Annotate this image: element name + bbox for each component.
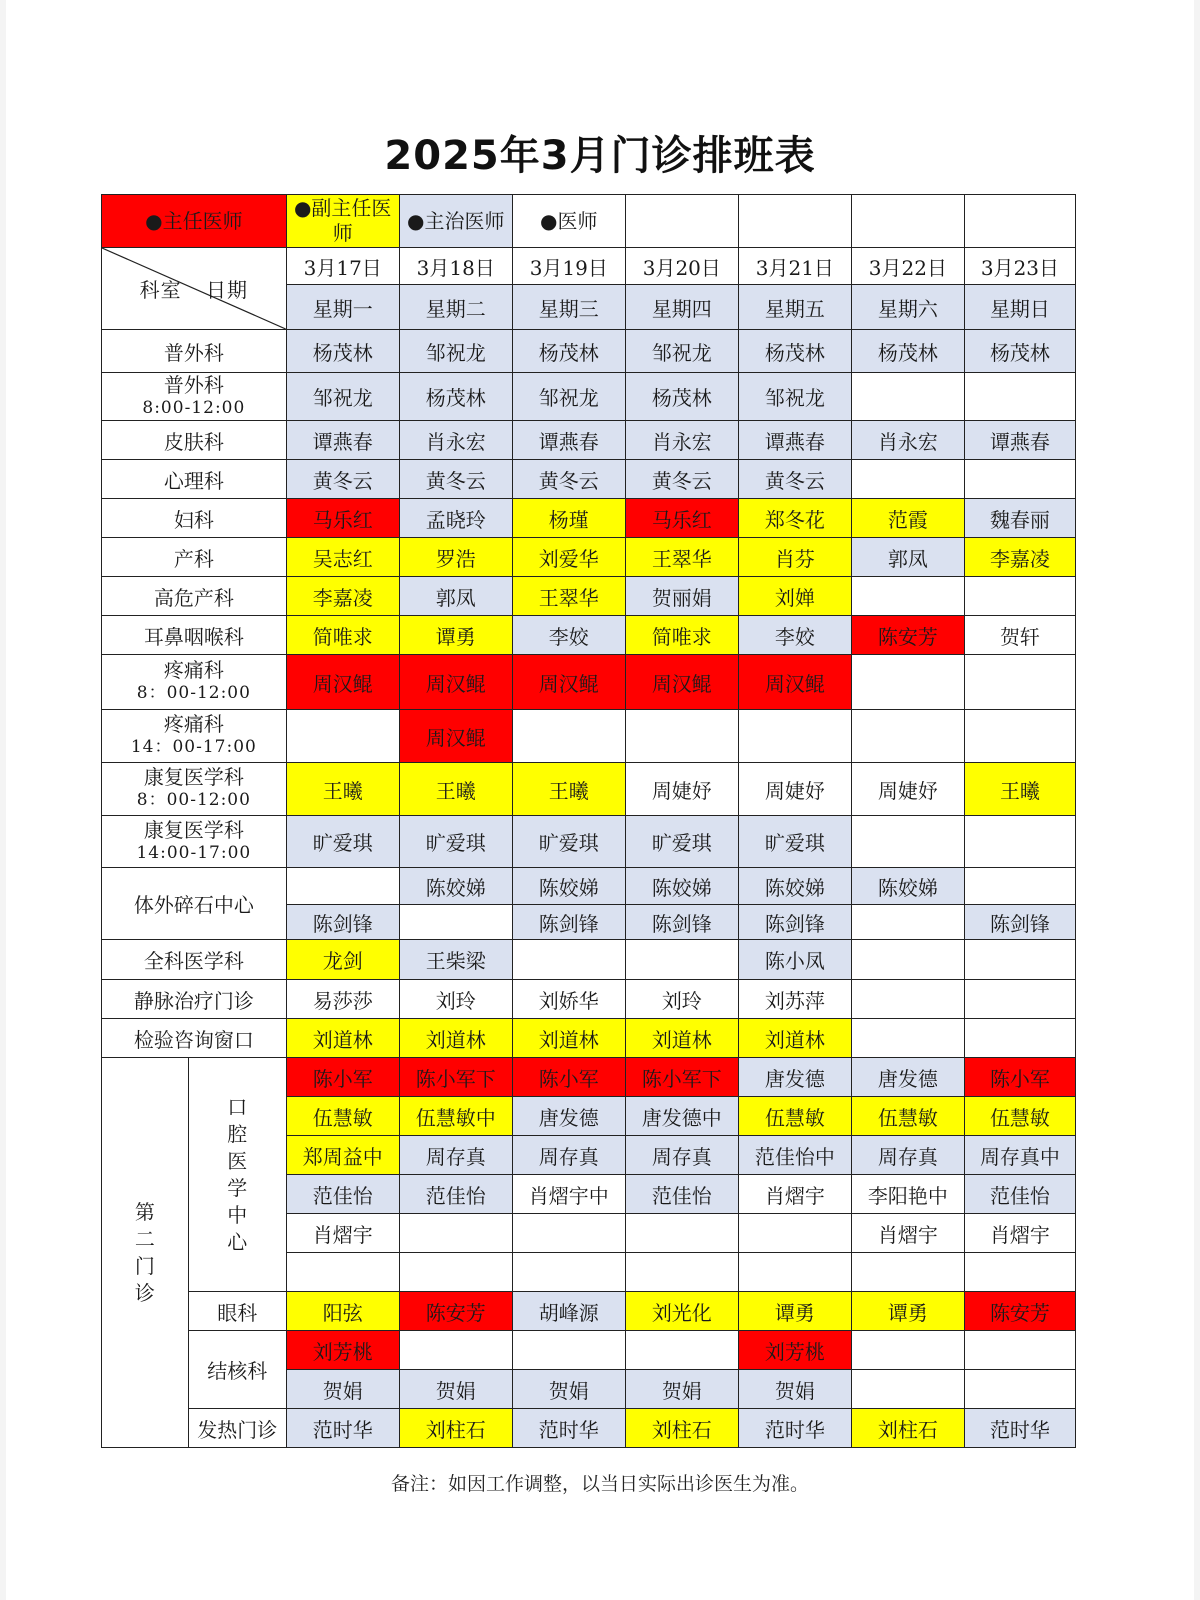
doctor-cell: 杨茂林 bbox=[964, 330, 1075, 373]
dept-name: 高危产科 bbox=[102, 577, 287, 616]
doctor-cell bbox=[738, 710, 851, 763]
doctor-cell: 龙剑 bbox=[286, 940, 399, 980]
dept-title: 康复医学科 bbox=[143, 817, 244, 842]
doctor-cell: 伍慧敏 bbox=[286, 1097, 399, 1136]
oral-center-label bbox=[188, 1058, 286, 1292]
doctor-cell bbox=[286, 710, 399, 763]
doctor-cell bbox=[625, 1214, 738, 1253]
legend-physician: ●医师 bbox=[512, 195, 625, 248]
doctor-cell: 伍慧敏中 bbox=[399, 1097, 512, 1136]
doctor-cell: 旷爱琪 bbox=[738, 816, 851, 868]
doctor-cell: 郑周益中 bbox=[286, 1136, 399, 1175]
doctor-cell: 周婕妤 bbox=[738, 763, 851, 816]
doctor-cell: 周存真 bbox=[512, 1136, 625, 1175]
doctor-cell: 邹祝龙 bbox=[286, 373, 399, 421]
legend-empty bbox=[964, 195, 1075, 248]
doctor-cell: 谭勇 bbox=[851, 1292, 964, 1331]
doctor-cell: 周汉鲲 bbox=[738, 655, 851, 710]
doctor-cell: 谭燕春 bbox=[964, 421, 1075, 460]
legend-row bbox=[102, 195, 1076, 248]
doctor-cell: 伍慧敏 bbox=[964, 1097, 1075, 1136]
second-clinic-label bbox=[102, 1058, 189, 1448]
doctor-cell: 贺娟 bbox=[625, 1370, 738, 1409]
footnote: 备注：如因工作调整，以当日实际出诊医生为准。 bbox=[390, 1473, 809, 1495]
table-row bbox=[102, 763, 1076, 816]
doctor-cell: 范时华 bbox=[286, 1409, 399, 1448]
dept-name bbox=[102, 373, 287, 421]
dept-title: 康复医学科 bbox=[143, 765, 244, 789]
doctor-cell: 肖永宏 bbox=[399, 421, 512, 460]
legend-empty bbox=[738, 195, 851, 248]
doctor-cell bbox=[625, 710, 738, 763]
doctor-cell: 周存真 bbox=[851, 1136, 964, 1175]
doctor-cell: 马乐红 bbox=[286, 499, 399, 538]
doctor-cell bbox=[851, 905, 964, 940]
doctor-cell: 陈小军下 bbox=[399, 1058, 512, 1097]
diagonal-line bbox=[102, 248, 286, 329]
doctor-cell: 陈小凤 bbox=[738, 940, 851, 980]
doctor-cell: 范佳怡 bbox=[399, 1175, 512, 1214]
date-label: 日期 bbox=[206, 278, 249, 302]
dept-name: 皮肤科 bbox=[102, 421, 287, 460]
table-row bbox=[102, 1292, 1076, 1331]
doctor-cell: 李嘉凌 bbox=[286, 577, 399, 616]
doctor-cell: 王翠华 bbox=[625, 538, 738, 577]
doctor-cell: 刘光化 bbox=[625, 1292, 738, 1331]
dept-name: 静脉治疗门诊 bbox=[102, 980, 287, 1019]
doctor-cell bbox=[964, 940, 1075, 980]
doctor-cell bbox=[964, 373, 1075, 421]
doctor-cell bbox=[286, 868, 399, 905]
doctor-cell: 肖熠宇 bbox=[964, 1214, 1075, 1253]
doctor-cell: 肖熠宇 bbox=[286, 1214, 399, 1253]
doctor-cell: 胡峰源 bbox=[512, 1292, 625, 1331]
table-row bbox=[102, 1019, 1076, 1058]
doctor-cell: 邹祝龙 bbox=[625, 330, 738, 373]
doctor-cell: 肖熠宇 bbox=[851, 1214, 964, 1253]
doctor-cell: 李阳艳中 bbox=[851, 1175, 964, 1214]
doctor-cell: 黄冬云 bbox=[625, 460, 738, 499]
table-row bbox=[102, 616, 1076, 655]
doctor-cell: 孟晓玲 bbox=[399, 499, 512, 538]
doctor-cell: 杨茂林 bbox=[399, 373, 512, 421]
doctor-cell: 王翠华 bbox=[512, 577, 625, 616]
header-corner bbox=[102, 248, 287, 330]
dept-name: 检验咨询窗口 bbox=[102, 1019, 287, 1058]
table-row bbox=[102, 1331, 1076, 1370]
doctor-cell: 杨茂林 bbox=[851, 330, 964, 373]
dept-name bbox=[102, 710, 287, 763]
doctor-cell: 旷爱琪 bbox=[286, 816, 399, 868]
weekday-cell: 星期五 bbox=[738, 285, 851, 330]
doctor-cell: 刘婵 bbox=[738, 577, 851, 616]
doctor-cell: 陈姣娣 bbox=[738, 868, 851, 905]
doctor-cell: 周汉鲲 bbox=[399, 710, 512, 763]
doctor-cell: 刘爱华 bbox=[512, 538, 625, 577]
doctor-cell: 范霞 bbox=[851, 499, 964, 538]
table-row bbox=[102, 816, 1076, 868]
doctor-cell: 陈安芳 bbox=[399, 1292, 512, 1331]
date-cell: 3月20日 bbox=[625, 248, 738, 285]
doctor-cell: 杨茂林 bbox=[286, 330, 399, 373]
doctor-cell: 旷爱琪 bbox=[399, 816, 512, 868]
dept-name: 产科 bbox=[102, 538, 287, 577]
date-cell: 3月19日 bbox=[512, 248, 625, 285]
vertical-char: 心 bbox=[227, 1229, 248, 1254]
doctor-cell: 邹祝龙 bbox=[512, 373, 625, 421]
doctor-cell: 陈安芳 bbox=[964, 1292, 1075, 1331]
doctor-cell: 李姣 bbox=[738, 616, 851, 655]
table-row bbox=[102, 499, 1076, 538]
doctor-cell: 陈姣娣 bbox=[399, 868, 512, 905]
doctor-cell: 邹祝龙 bbox=[738, 373, 851, 421]
doctor-cell bbox=[851, 980, 964, 1019]
doctor-cell bbox=[512, 1214, 625, 1253]
doctor-cell bbox=[399, 905, 512, 940]
doctor-cell bbox=[512, 1331, 625, 1370]
doctor-cell: 刘柱石 bbox=[851, 1409, 964, 1448]
doctor-cell: 刘苏萍 bbox=[738, 980, 851, 1019]
doctor-cell: 贺轩 bbox=[964, 616, 1075, 655]
table-row bbox=[102, 710, 1076, 763]
date-cell: 3月23日 bbox=[964, 248, 1075, 285]
doctor-cell: 杨茂林 bbox=[738, 330, 851, 373]
doctor-cell bbox=[851, 577, 964, 616]
dept-name: 眼科 bbox=[188, 1292, 286, 1331]
date-cell: 3月18日 bbox=[399, 248, 512, 285]
doctor-cell: 王曦 bbox=[399, 763, 512, 816]
doctor-cell bbox=[964, 816, 1075, 868]
doctor-cell: 陈剑锋 bbox=[738, 905, 851, 940]
doctor-cell: 刘玲 bbox=[399, 980, 512, 1019]
legend-chief: ●主任医师 bbox=[102, 195, 287, 248]
doctor-cell bbox=[964, 460, 1075, 499]
doctor-cell bbox=[851, 1019, 964, 1058]
date-row bbox=[102, 248, 1076, 285]
doctor-cell bbox=[512, 1253, 625, 1292]
doctor-cell bbox=[738, 1253, 851, 1292]
doctor-cell bbox=[738, 1214, 851, 1253]
table-row bbox=[102, 373, 1076, 421]
dept-title: 疼痛科 bbox=[163, 712, 224, 736]
doctor-cell bbox=[625, 1331, 738, 1370]
doctor-cell: 刘道林 bbox=[512, 1019, 625, 1058]
doctor-cell bbox=[399, 1214, 512, 1253]
doctor-cell bbox=[625, 940, 738, 980]
doctor-cell bbox=[625, 1253, 738, 1292]
doctor-cell: 周婕妤 bbox=[625, 763, 738, 816]
doctor-cell: 陈姣娣 bbox=[625, 868, 738, 905]
doctor-cell bbox=[964, 710, 1075, 763]
weekday-cell: 星期二 bbox=[399, 285, 512, 330]
dept-name: 妇科 bbox=[102, 499, 287, 538]
dept-time: 8:00-12:00 bbox=[142, 397, 246, 418]
doctor-cell: 刘道林 bbox=[625, 1019, 738, 1058]
doctor-cell: 王曦 bbox=[964, 763, 1075, 816]
doctor-cell bbox=[964, 868, 1075, 905]
doctor-cell: 周汉鲲 bbox=[625, 655, 738, 710]
dept-time: 14：00-17:00 bbox=[130, 737, 257, 757]
dept-name: 普外科 bbox=[102, 330, 287, 373]
table-row bbox=[102, 1409, 1076, 1448]
doctor-cell bbox=[851, 1253, 964, 1292]
doctor-cell bbox=[964, 1253, 1075, 1292]
date-cell: 3月17日 bbox=[286, 248, 399, 285]
doctor-cell: 唐发德中 bbox=[625, 1097, 738, 1136]
doctor-cell bbox=[964, 1331, 1075, 1370]
doctor-cell: 周汉鲲 bbox=[399, 655, 512, 710]
dept-name: 体外碎石中心 bbox=[102, 868, 287, 940]
doctor-cell: 范佳怡中 bbox=[738, 1136, 851, 1175]
doctor-cell: 范佳怡 bbox=[286, 1175, 399, 1214]
doctor-cell: 陈小军下 bbox=[625, 1058, 738, 1097]
dept-time: 8：00-12:00 bbox=[136, 790, 251, 810]
table-row bbox=[102, 655, 1076, 710]
doctor-cell: 王曦 bbox=[512, 763, 625, 816]
doctor-cell: 郑冬花 bbox=[738, 499, 851, 538]
doctor-cell: 肖熠宇 bbox=[738, 1175, 851, 1214]
doctor-cell: 旷爱琪 bbox=[625, 816, 738, 868]
doctor-cell: 贺娟 bbox=[512, 1370, 625, 1409]
doctor-cell: 谭燕春 bbox=[738, 421, 851, 460]
doctor-cell: 肖永宏 bbox=[625, 421, 738, 460]
table-row bbox=[102, 868, 1076, 905]
legend-empty bbox=[851, 195, 964, 248]
table-row bbox=[102, 577, 1076, 616]
dept-label: 科室 bbox=[139, 278, 182, 302]
doctor-cell: 刘柱石 bbox=[625, 1409, 738, 1448]
doctor-cell: 杨茂林 bbox=[512, 330, 625, 373]
doctor-cell: 郭凤 bbox=[851, 538, 964, 577]
doctor-cell: 王柴梁 bbox=[399, 940, 512, 980]
weekday-cell: 星期四 bbox=[625, 285, 738, 330]
doctor-cell: 陈小军 bbox=[286, 1058, 399, 1097]
table-row bbox=[102, 421, 1076, 460]
dept-time: 8：00-12:00 bbox=[136, 683, 251, 703]
doctor-cell: 肖熠宇中 bbox=[512, 1175, 625, 1214]
doctor-cell: 贺丽娟 bbox=[625, 577, 738, 616]
doctor-cell: 黄冬云 bbox=[738, 460, 851, 499]
doctor-cell: 范时华 bbox=[512, 1409, 625, 1448]
doctor-cell: 肖永宏 bbox=[851, 421, 964, 460]
doctor-cell: 易莎莎 bbox=[286, 980, 399, 1019]
doctor-cell: 谭勇 bbox=[738, 1292, 851, 1331]
doctor-cell: 范时华 bbox=[964, 1409, 1075, 1448]
doctor-cell: 范时华 bbox=[738, 1409, 851, 1448]
doctor-cell: 阳弦 bbox=[286, 1292, 399, 1331]
table-row bbox=[102, 460, 1076, 499]
doctor-cell bbox=[399, 1253, 512, 1292]
doctor-cell: 刘娇华 bbox=[512, 980, 625, 1019]
dept-name bbox=[102, 763, 287, 816]
dept-name bbox=[102, 816, 287, 868]
doctor-cell bbox=[964, 655, 1075, 710]
vertical-char: 诊 bbox=[134, 1280, 155, 1305]
doctor-cell: 魏春丽 bbox=[964, 499, 1075, 538]
doctor-cell: 唐发德 bbox=[512, 1097, 625, 1136]
date-cell: 3月22日 bbox=[851, 248, 964, 285]
doctor-cell: 谭燕春 bbox=[286, 421, 399, 460]
doctor-cell: 谭燕春 bbox=[512, 421, 625, 460]
dept-name: 发热门诊 bbox=[188, 1409, 286, 1448]
schedule-table bbox=[101, 194, 1076, 1448]
doctor-cell: 周汉鲲 bbox=[512, 655, 625, 710]
weekday-cell: 星期一 bbox=[286, 285, 399, 330]
doctor-cell bbox=[512, 710, 625, 763]
doctor-cell: 陈姣娣 bbox=[851, 868, 964, 905]
doctor-cell bbox=[964, 980, 1075, 1019]
dept-name: 耳鼻咽喉科 bbox=[102, 616, 287, 655]
doctor-cell bbox=[851, 816, 964, 868]
dept-name: 全科医学科 bbox=[102, 940, 287, 980]
table-row bbox=[102, 980, 1076, 1019]
doctor-cell: 周婕妤 bbox=[851, 763, 964, 816]
doctor-cell: 吴志红 bbox=[286, 538, 399, 577]
table-row bbox=[102, 940, 1076, 980]
doctor-cell bbox=[851, 460, 964, 499]
doctor-cell: 杨瑾 bbox=[512, 499, 625, 538]
doctor-cell: 周存真 bbox=[625, 1136, 738, 1175]
dept-title: 疼痛科 bbox=[163, 658, 224, 682]
doctor-cell: 刘玲 bbox=[625, 980, 738, 1019]
legend-attending: ●主治医师 bbox=[399, 195, 512, 248]
doctor-cell: 肖芬 bbox=[738, 538, 851, 577]
doctor-cell: 贺娟 bbox=[399, 1370, 512, 1409]
vertical-char: 口 bbox=[227, 1094, 248, 1119]
doctor-cell: 刘道林 bbox=[286, 1019, 399, 1058]
vertical-char: 门 bbox=[134, 1253, 155, 1278]
doctor-cell: 刘道林 bbox=[399, 1019, 512, 1058]
doctor-cell: 陈小军 bbox=[964, 1058, 1075, 1097]
doctor-cell: 范佳怡 bbox=[964, 1175, 1075, 1214]
weekday-cell: 星期日 bbox=[964, 285, 1075, 330]
legend-deputy: ●副主任医师 bbox=[286, 195, 399, 248]
doctor-cell: 贺娟 bbox=[286, 1370, 399, 1409]
doctor-cell: 李姣 bbox=[512, 616, 625, 655]
doctor-cell: 周存真 bbox=[399, 1136, 512, 1175]
table-row bbox=[102, 330, 1076, 373]
doctor-cell: 陈小军 bbox=[512, 1058, 625, 1097]
table-row bbox=[102, 1058, 1076, 1097]
doctor-cell bbox=[851, 1370, 964, 1409]
dept-name: 心理科 bbox=[102, 460, 287, 499]
table-row bbox=[102, 538, 1076, 577]
dept-title: 普外科 bbox=[163, 372, 224, 397]
doctor-cell: 陈剑锋 bbox=[512, 905, 625, 940]
doctor-cell: 刘芳桃 bbox=[286, 1331, 399, 1370]
doctor-cell: 李嘉凌 bbox=[964, 538, 1075, 577]
doctor-cell bbox=[851, 940, 964, 980]
doctor-cell: 唐发德 bbox=[851, 1058, 964, 1097]
doctor-cell: 范佳怡 bbox=[625, 1175, 738, 1214]
doctor-cell: 周汉鲲 bbox=[286, 655, 399, 710]
doctor-cell: 邹祝龙 bbox=[399, 330, 512, 373]
vertical-char: 学 bbox=[227, 1175, 248, 1200]
doctor-cell: 郭凤 bbox=[399, 577, 512, 616]
doctor-cell: 陈姣娣 bbox=[512, 868, 625, 905]
doctor-cell: 黄冬云 bbox=[512, 460, 625, 499]
doctor-cell: 谭勇 bbox=[399, 616, 512, 655]
doctor-cell bbox=[851, 1331, 964, 1370]
doctor-cell: 旷爱琪 bbox=[512, 816, 625, 868]
doctor-cell: 黄冬云 bbox=[399, 460, 512, 499]
doctor-cell bbox=[964, 1370, 1075, 1409]
vertical-char: 医 bbox=[227, 1148, 248, 1173]
doctor-cell: 伍慧敏 bbox=[738, 1097, 851, 1136]
doctor-cell: 刘柱石 bbox=[399, 1409, 512, 1448]
doctor-cell: 贺娟 bbox=[738, 1370, 851, 1409]
doctor-cell: 陈安芳 bbox=[851, 616, 964, 655]
doctor-cell: 陈剑锋 bbox=[625, 905, 738, 940]
page-title: 2025年3月门诊排班表 bbox=[384, 133, 816, 179]
doctor-cell: 伍慧敏 bbox=[851, 1097, 964, 1136]
doctor-cell bbox=[964, 1019, 1075, 1058]
date-cell: 3月21日 bbox=[738, 248, 851, 285]
dept-name: 结核科 bbox=[188, 1331, 286, 1409]
doctor-cell: 黄冬云 bbox=[286, 460, 399, 499]
legend-empty bbox=[625, 195, 738, 248]
doctor-cell bbox=[851, 710, 964, 763]
vertical-char: 腔 bbox=[227, 1121, 248, 1146]
dept-name bbox=[102, 655, 287, 710]
vertical-char: 中 bbox=[227, 1202, 248, 1227]
doctor-cell: 王曦 bbox=[286, 763, 399, 816]
weekday-cell: 星期六 bbox=[851, 285, 964, 330]
doctor-cell: 罗浩 bbox=[399, 538, 512, 577]
dept-time: 14:00-17:00 bbox=[136, 842, 252, 863]
doctor-cell: 唐发德 bbox=[738, 1058, 851, 1097]
doctor-cell: 杨茂林 bbox=[625, 373, 738, 421]
doctor-cell bbox=[964, 577, 1075, 616]
doctor-cell: 周存真中 bbox=[964, 1136, 1075, 1175]
doctor-cell: 简唯求 bbox=[286, 616, 399, 655]
weekday-cell: 星期三 bbox=[512, 285, 625, 330]
doctor-cell bbox=[512, 940, 625, 980]
doctor-cell: 陈剑锋 bbox=[964, 905, 1075, 940]
vertical-char: 二 bbox=[134, 1226, 155, 1251]
doctor-cell: 刘道林 bbox=[738, 1019, 851, 1058]
doctor-cell: 简唯求 bbox=[625, 616, 738, 655]
doctor-cell bbox=[399, 1331, 512, 1370]
doctor-cell: 陈剑锋 bbox=[286, 905, 399, 940]
doctor-cell: 马乐红 bbox=[625, 499, 738, 538]
doctor-cell bbox=[851, 655, 964, 710]
vertical-char: 第 bbox=[134, 1199, 155, 1224]
doctor-cell bbox=[851, 373, 964, 421]
doctor-cell: 刘芳桃 bbox=[738, 1331, 851, 1370]
doctor-cell bbox=[286, 1253, 399, 1292]
